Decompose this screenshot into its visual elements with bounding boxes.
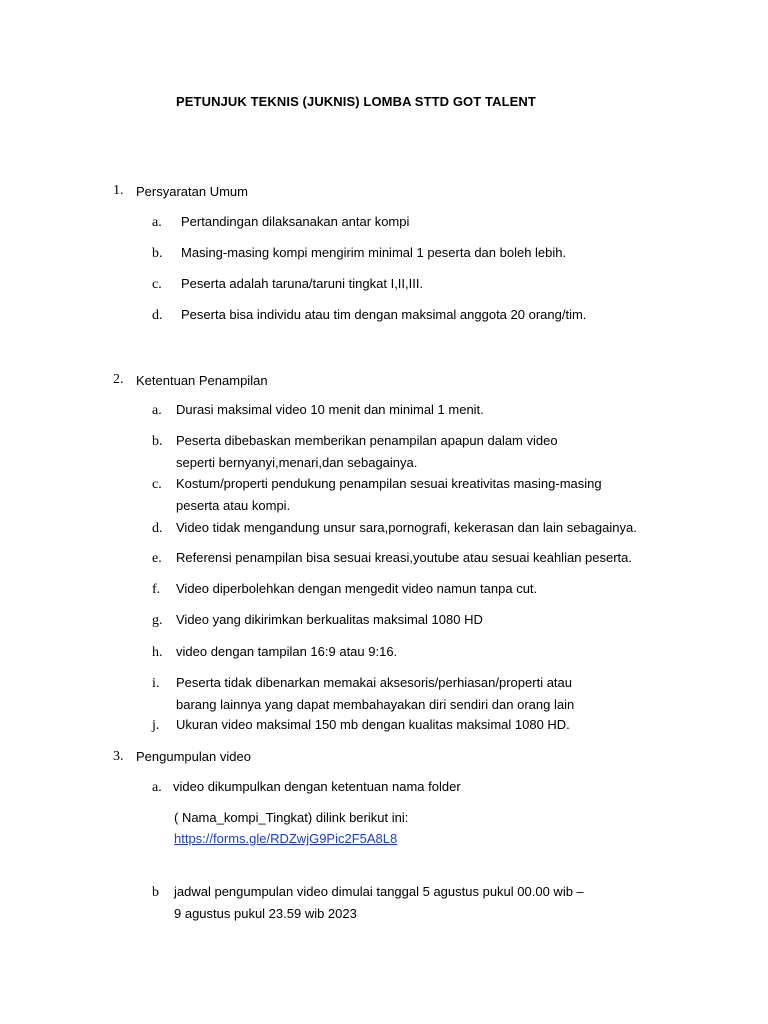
form-link[interactable]: https://forms.gle/RDZwjG9Pic2F5A8L8 bbox=[174, 831, 398, 846]
section-2-item-j-letter: j. bbox=[152, 718, 160, 733]
section-2-item-i-line-1: Peserta tidak dibenarkan memakai aksesoris/perhiasan/properti atau bbox=[176, 675, 572, 690]
section-2-label: Ketentuan Penampilan bbox=[136, 373, 268, 388]
section-1-item-a-text: Pertandingan dilaksanakan antar kompi bbox=[181, 214, 410, 229]
section-3-item-a-text: video dikumpulkan dengan ketentuan nama folder bbox=[173, 779, 461, 794]
section-3-item-b-letter: b bbox=[152, 885, 159, 900]
section-2-item-i-letter: i. bbox=[152, 676, 160, 691]
section-2-item-f-letter: f. bbox=[152, 582, 161, 597]
section-2-item-j-text: Ukuran video maksimal 150 mb dengan kualitas maksimal 1080 HD. bbox=[176, 717, 570, 732]
section-2-item-c-text bbox=[176, 473, 602, 517]
section-1-item-b-text: Masing-masing kompi mengirim minimal 1 peserta dan boleh lebih. bbox=[181, 245, 567, 260]
section-1-item-b-letter: b. bbox=[152, 246, 163, 261]
section-1-item-d-text: Peserta bisa individu atau tim dengan maksimal anggota 20 orang/tim. bbox=[181, 307, 587, 322]
section-2-item-a-letter: a. bbox=[152, 403, 162, 418]
section-3-item-a-letter: a. bbox=[152, 780, 162, 795]
section-2-item-h-text: video dengan tampilan 16:9 atau 9:16. bbox=[176, 644, 398, 659]
section-2-item-f-text: Video diperbolehkan dengan mengedit video namun tanpa cut. bbox=[176, 581, 538, 596]
section-2-number: 2. bbox=[113, 372, 124, 387]
section-2-item-b-text bbox=[176, 430, 558, 474]
section-2-item-b-letter: b. bbox=[152, 434, 163, 449]
section-2-item-d-text: Video tidak mengandung unsur sara,pornografi, kekerasan dan lain sebagainya. bbox=[176, 520, 637, 535]
section-3-item-b-line-1: jadwal pengumpulan video dimulai tanggal 5 agustus pukul 00.00 wib – bbox=[174, 884, 584, 899]
section-1-item-c-text: Peserta adalah taruna/taruni tingkat I,II,III. bbox=[181, 276, 424, 291]
section-3-label: Pengumpulan video bbox=[136, 749, 251, 764]
section-3-item-b-text bbox=[174, 881, 584, 925]
document-title: PETUNJUK TEKNIS (JUKNIS) LOMBA STTD GOT TALENT bbox=[176, 94, 536, 109]
section-3-item-b-line-2: 9 agustus pukul 23.59 wib 2023 bbox=[174, 906, 357, 921]
section-2-item-d-letter: d. bbox=[152, 521, 163, 536]
section-1-label: Persyaratan Umum bbox=[136, 184, 248, 199]
section-2-item-g-text: Video yang dikirimkan berkualitas maksimal 1080 HD bbox=[176, 612, 483, 627]
section-1-item-d-letter: d. bbox=[152, 308, 163, 323]
section-2-item-c-line-1: Kostum/properti pendukung penampilan sesuai kreativitas masing-masing bbox=[176, 476, 602, 491]
section-2-item-i-text bbox=[176, 672, 574, 716]
section-1-item-c-letter: c. bbox=[152, 277, 162, 292]
section-3-item-a-folder-format: ( Nama_kompi_Tingkat) dilink berikut ini: bbox=[174, 810, 409, 825]
section-2-item-e-letter: e. bbox=[152, 551, 162, 566]
section-1-item-a-letter: a. bbox=[152, 215, 162, 230]
section-2-item-e-text: Referensi penampilan bisa sesuai kreasi,youtube atau sesuai keahlian peserta. bbox=[176, 550, 633, 565]
section-2-item-g-letter: g. bbox=[152, 613, 163, 628]
section-2-item-a-text: Durasi maksimal video 10 menit dan minimal 1 menit. bbox=[176, 402, 484, 417]
section-2-item-c-letter: c. bbox=[152, 477, 162, 492]
section-2-item-i-line-2: barang lainnya yang dapat membahayakan diri sendiri dan orang lain bbox=[176, 697, 575, 712]
section-3-number: 3. bbox=[113, 749, 124, 764]
section-2-item-b-line-1: Peserta dibebaskan memberikan penampilan apapun dalam video bbox=[176, 433, 558, 448]
section-1-number: 1. bbox=[113, 183, 124, 198]
section-2-item-h-letter: h. bbox=[152, 645, 163, 660]
section-2-item-c-line-2: peserta atau kompi. bbox=[176, 498, 291, 513]
section-2-item-b-line-2: seperti bernyanyi,menari,dan sebagainya. bbox=[176, 455, 418, 470]
